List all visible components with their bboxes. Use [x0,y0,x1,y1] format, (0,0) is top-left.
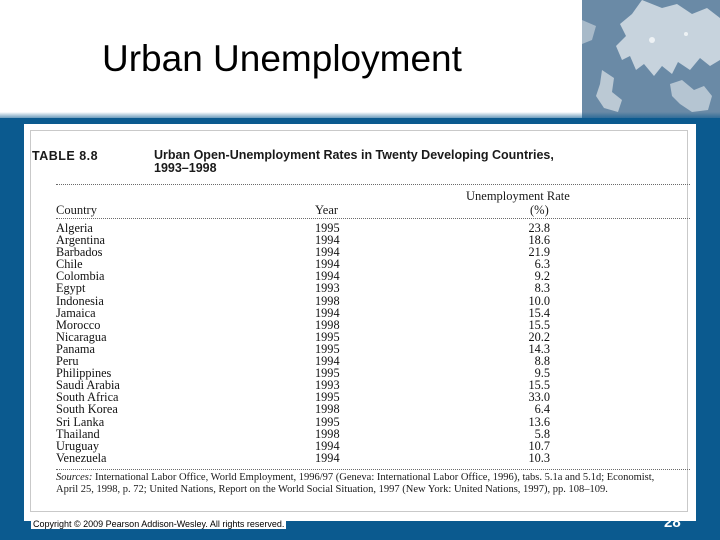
cell-country: Colombia [56,269,105,284]
table-row [56,331,676,343]
cell-country: Peru [56,354,79,369]
cell-year: 1994 [315,305,340,320]
cell-year: 1995 [315,366,340,381]
cell-unemployment-rate: 33.0 [528,390,550,405]
cell-unemployment-rate: 21.9 [528,245,550,260]
cell-year: 1995 [315,221,340,235]
cell-country: Jamaica [56,305,96,320]
cell-year: 1995 [315,414,340,429]
cell-year: 1994 [315,257,340,272]
copyright-notice: Copyright © 2009 Pearson Addison-Wesley. All rights reserved. [33,519,285,529]
cell-unemployment-rate: 20.2 [528,329,550,344]
cell-unemployment-rate: 6.4 [534,402,550,417]
cell-unemployment-rate: 14.3 [528,341,550,356]
table-row [56,270,676,282]
table-caption [32,148,672,175]
cell-unemployment-rate: 9.2 [534,269,550,284]
cell-unemployment-rate: 13.6 [528,414,550,429]
cell-year: 1994 [315,438,340,453]
table-title [154,149,674,175]
cell-year: 1993 [315,281,340,296]
table-row [56,416,676,428]
cell-unemployment-rate: 18.6 [528,233,550,248]
cell-unemployment-rate: 9.5 [534,366,550,381]
cell-year: 1998 [315,402,340,417]
cell-country: Saudi Arabia [56,378,120,393]
column-header-country: Country [56,203,97,217]
table-row [56,343,676,355]
world-map-graphic [582,0,720,118]
page-number: 28 [664,514,681,531]
table-row [56,246,676,258]
cell-country: Morocco [56,317,101,332]
table-row [56,282,676,294]
cell-country: Thailand [56,426,100,441]
cell-unemployment-rate: 15.5 [528,317,550,332]
cell-year: 1998 [315,426,340,441]
cell-unemployment-rate: 8.3 [534,281,550,296]
table-row [56,452,676,464]
cell-country: South Africa [56,390,119,405]
divider-top [56,184,690,185]
cell-country: Sri Lanka [56,414,105,429]
cell-country: Argentina [56,233,105,248]
slide-title: Urban Unemployment [102,38,462,79]
column-header-rate-line1: Unemployment Rate [466,189,570,203]
table-row [56,367,676,379]
map-illustration [582,0,720,118]
table-row [56,440,676,452]
cell-country: Indonesia [56,293,104,308]
cell-unemployment-rate: 8.8 [534,354,550,369]
cell-year: 1993 [315,378,340,393]
table-row [56,403,676,415]
cell-unemployment-rate: 5.8 [534,426,550,441]
table-row [56,319,676,331]
cell-year: 1994 [315,233,340,248]
cell-unemployment-rate: 15.4 [528,305,550,320]
cell-country: Algeria [56,221,93,235]
table-row [56,258,676,270]
table-row [56,307,676,319]
table-title-line1: Urban Open-Unemployment Rates in Twenty Developing Countries, [154,148,554,162]
cell-unemployment-rate: 10.3 [528,450,550,465]
table-row [56,391,676,403]
cell-year: 1994 [315,354,340,369]
cell-year: 1998 [315,317,340,332]
divider-bottom [56,469,690,470]
table-row [56,234,676,246]
table-row [56,428,676,440]
table-row [56,355,676,367]
cell-year: 1994 [315,245,340,260]
cell-country: Panama [56,341,95,356]
divider-header [56,218,690,219]
cell-country: Chile [56,257,83,272]
sources-label: Sources: [56,472,93,483]
cell-unemployment-rate: 23.8 [528,221,550,235]
cell-unemployment-rate: 10.7 [528,438,550,453]
cell-country: Venezuela [56,450,107,465]
cell-unemployment-rate: 15.5 [528,378,550,393]
table-body [56,222,676,464]
cell-country: Egypt [56,281,86,296]
column-header-year: Year [315,203,339,217]
cell-year: 1995 [315,341,340,356]
table-row [56,222,676,234]
table-title-line2: 1993–1998 [154,161,217,175]
table-label: TABLE 8.8 [32,149,99,163]
cell-country: Philippines [56,366,112,381]
cell-country: Uruguay [56,438,100,453]
sources-text: International Labor Office, World Employment, 1996/97 (Geneva: International Labor Office, 1996), tabs. 5.1a and 5.1d; Economist, April 25, 1998, p. 72; United Nations, Report on the World Social Situation, 1997 (New York: United Nations, 1997), pp. 108–109. [56,472,655,495]
cell-year: 1994 [315,269,340,284]
cell-unemployment-rate: 6.3 [534,257,550,272]
cell-year: 1998 [315,293,340,308]
cell-year: 1995 [315,390,340,405]
table-sources [56,472,674,496]
cell-unemployment-rate: 10.0 [528,293,550,308]
cell-country: South Korea [56,402,118,417]
table-row [56,295,676,307]
column-header-rate-line2: (%) [530,203,549,217]
cell-country: Nicaragua [56,329,107,344]
table-row [56,379,676,391]
cell-year: 1995 [315,329,340,344]
cell-country: Barbados [56,245,103,260]
cell-year: 1994 [315,450,340,465]
